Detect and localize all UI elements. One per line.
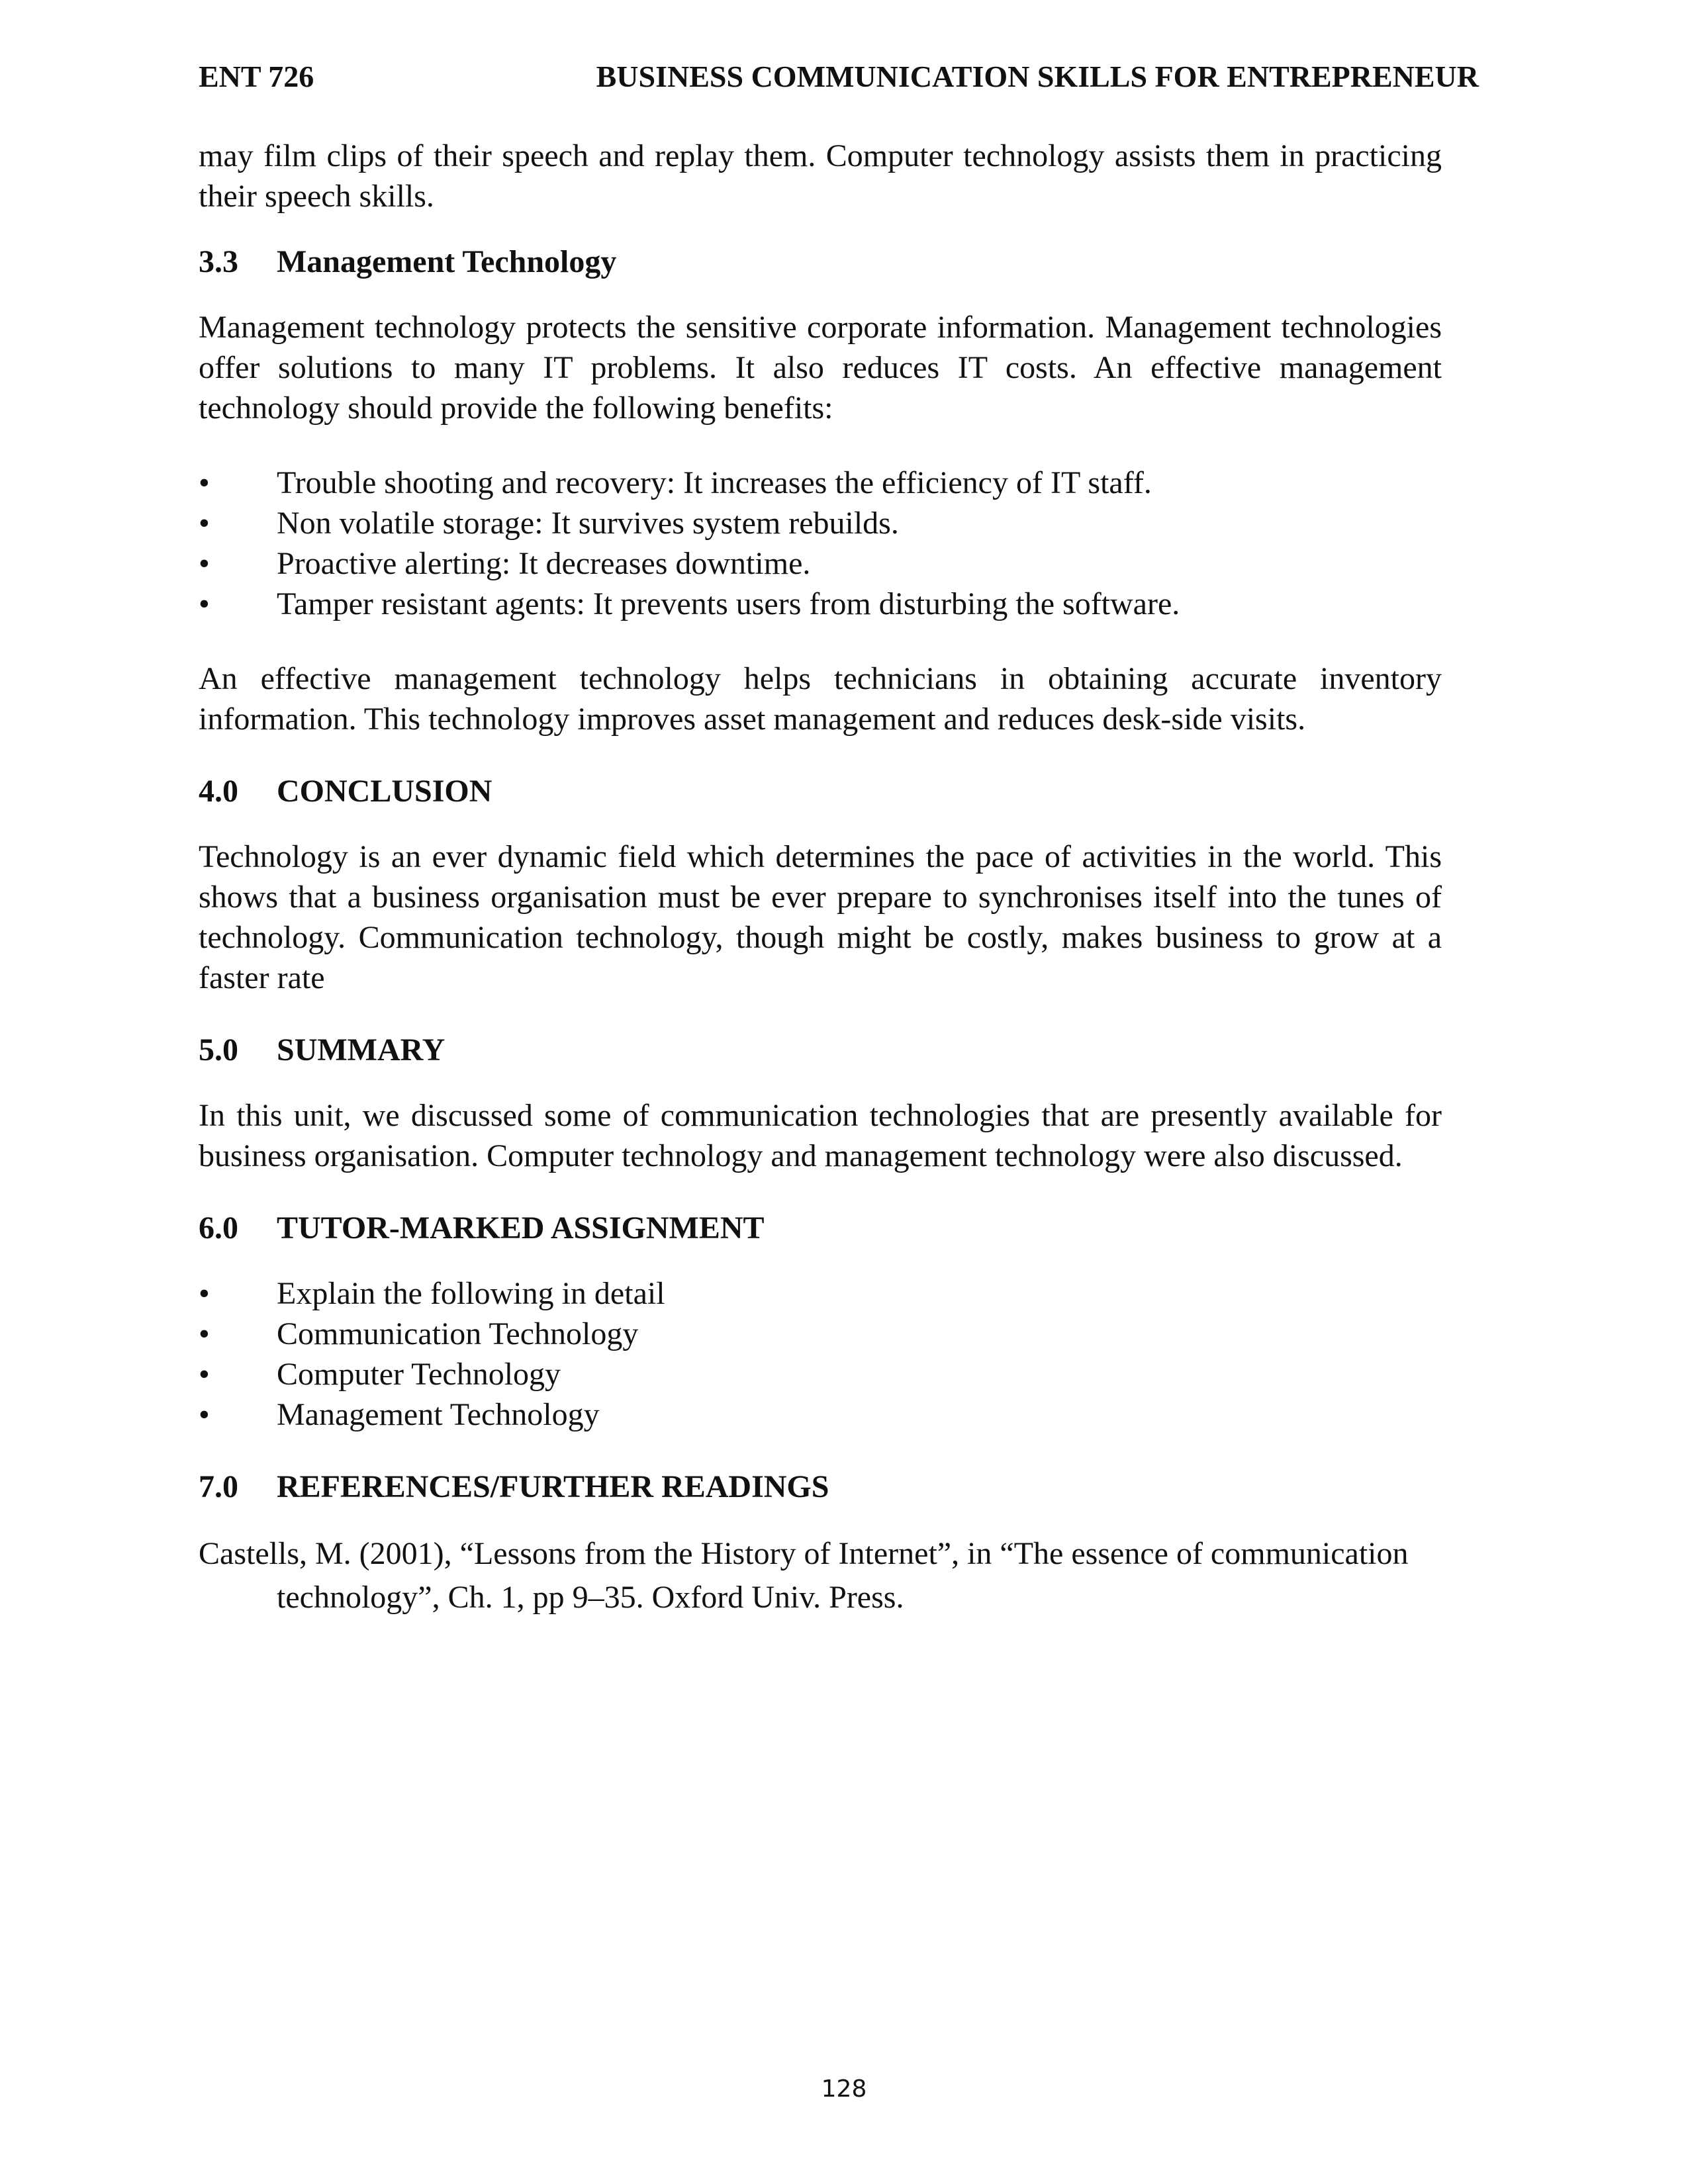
section-number: 6.0: [199, 1210, 238, 1246]
bullet-icon: •: [199, 1397, 210, 1432]
bullet-icon: •: [199, 465, 210, 500]
page-number: 128: [821, 2075, 867, 2103]
section-number: 3.3: [199, 244, 238, 279]
list-item: • Proactive alerting: It decreases downtime.: [199, 543, 1442, 584]
section-title: Management Technology: [277, 244, 617, 279]
section-title: CONCLUSION: [277, 774, 492, 809]
section-number: 4.0: [199, 774, 238, 809]
section-title: REFERENCES/FURTHER READINGS: [277, 1469, 829, 1504]
list-item: • Management Technology: [199, 1394, 1442, 1435]
section-heading-6: [199, 1208, 1442, 1248]
section-number: 7.0: [199, 1469, 238, 1504]
section-heading-4: [199, 771, 1442, 811]
bullet-icon: •: [199, 1357, 210, 1392]
list-item: • Tamper resistant agents: It prevents users from disturbing the software.: [199, 584, 1442, 624]
conclusion-paragraph: Technology is an ever dynamic field which determines the pace of activities in the world. This shows that a business organisation must be ever prepare to synchronises itself into the tunes of technology. Communication technology, though might be costly, makes business to grow at a faster rate: [199, 839, 1442, 995]
bullet-icon: •: [199, 586, 210, 621]
benefits-list: [199, 463, 1442, 624]
bullet-icon: •: [199, 546, 210, 581]
course-title: BUSINESS COMMUNICATION SKILLS FOR ENTREPRENEUR: [596, 60, 1479, 93]
bullet-icon: •: [199, 506, 210, 541]
section-heading-3-3: [199, 242, 1442, 282]
intro-paragraph: may film clips of their speech and replay them. Computer technology assists them in practicing their speech skills.: [199, 138, 1442, 214]
management-paragraph-2: An effective management technology helps technicians in obtaining accurate inventory information. This technology improves asset management and reduces desk-side visits.: [199, 661, 1442, 737]
section-title: TUTOR-MARKED ASSIGNMENT: [277, 1210, 765, 1246]
section-heading-5: [199, 1030, 1442, 1070]
list-item: • Explain the following in detail: [199, 1273, 1442, 1314]
section-title: SUMMARY: [277, 1032, 445, 1068]
list-item: • Trouble shooting and recovery: It increases the efficiency of IT staff.: [199, 463, 1442, 503]
summary-paragraph: In this unit, we discussed some of communication technologies that are presently available for business organisation. Computer technology and management technology were also discussed.: [199, 1098, 1442, 1173]
assignment-list: [199, 1273, 1442, 1435]
list-item: • Computer Technology: [199, 1354, 1442, 1394]
section-number: 5.0: [199, 1032, 238, 1068]
section-heading-7: [199, 1467, 1442, 1507]
management-paragraph-1: Management technology protects the sensitive corporate information. Management technologies offer solutions to many IT problems. It also reduces IT costs. An effective management technology should provide the following benefits:: [199, 310, 1442, 426]
course-code: ENT 726: [199, 60, 314, 93]
reference-entry: Castells, M. (2001), “Lessons from the History of Internet”, in “The essence of communication technology”, Ch. 1, pp 9–35. Oxford Univ. Press.: [199, 1536, 1409, 1615]
bullet-icon: •: [199, 1276, 210, 1311]
page-body: [199, 136, 1442, 1619]
list-item: • Communication Technology: [199, 1314, 1442, 1354]
bullet-icon: •: [199, 1316, 210, 1351]
list-item: • Non volatile storage: It survives system rebuilds.: [199, 503, 1442, 543]
